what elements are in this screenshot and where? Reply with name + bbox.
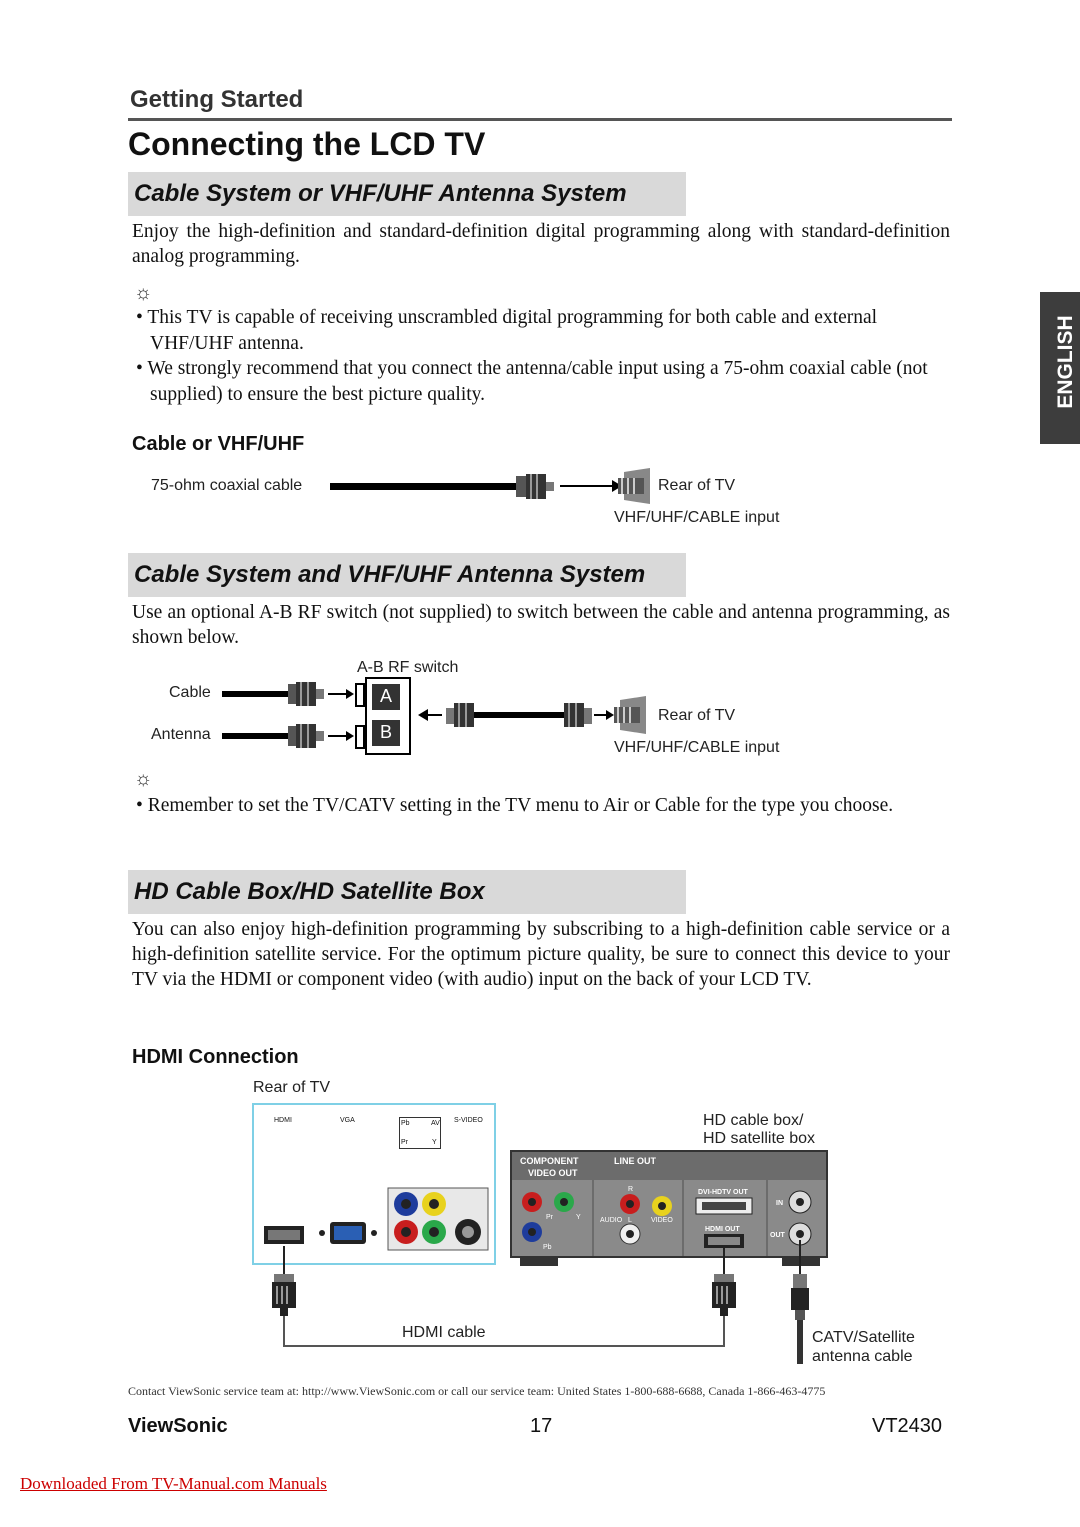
tv-port-pr-label: Pr: [401, 1139, 408, 1146]
section3-intro: You can also enjoy high-definition programming by subscribing to a high-definition cable service or a high-definition satellite service. For the optimum picture quality, be sure to connect this device to your TV via the HDMI or component video (with audio) input on the back of your LCD TV.: [132, 919, 950, 990]
coax-plug-icon: [791, 1274, 809, 1364]
rca-yellow-icon: [422, 1192, 446, 1216]
footer-brand: ViewSonic: [128, 1415, 228, 1437]
section1-subheading: Cable or VHF/UHF: [132, 433, 305, 455]
tip-sun-icon-2: ☼: [134, 768, 153, 790]
tv-port-pb-label: Pb: [401, 1120, 410, 1127]
hdmi-cable-label: HDMI cable: [402, 1324, 486, 1341]
section1-bullet-2: • We strongly recommend that you connect the antenna/cable input using a 75-ohm coaxial cable (not supplied) to ensure the best picture quality.: [136, 358, 928, 405]
box-label-1: HD cable box/: [703, 1112, 804, 1129]
box-pr-label: Pr: [546, 1214, 553, 1221]
rca-blue-icon: [394, 1192, 418, 1216]
section1-bullet-1: • This TV is capable of receiving unscrambled digital programming for both cable and external VHF/UHF antenna.: [136, 307, 878, 354]
coax-connector-icon: [516, 474, 554, 499]
model-number: VT2430: [872, 1415, 943, 1437]
switch-port-a: A: [379, 686, 392, 706]
switch-port-b: B: [379, 722, 392, 742]
box-out-label: OUT: [770, 1232, 785, 1239]
tv-input-jack-icon: [614, 696, 646, 734]
box-dvi-label: DVI-HDTV OUT: [698, 1189, 748, 1196]
rca-green-icon: [554, 1192, 574, 1212]
tip-sun-icon: ☼: [134, 282, 153, 304]
coax-cable-line: [330, 483, 516, 490]
language-tab-label: ENGLISH: [1054, 315, 1077, 409]
arrow-right-icon: [560, 480, 622, 492]
dvi-port-icon: [696, 1198, 752, 1214]
section3-subheading: HDMI Connection: [132, 1046, 299, 1068]
box-video-label: VIDEO: [651, 1217, 673, 1224]
box-in-label: IN: [776, 1200, 783, 1207]
section2-bullet-1: • Remember to set the TV/CATV setting in the TV menu to Air or Cable for the type you choose.: [136, 795, 894, 816]
vhf-input-label-2: VHF/UHF/CABLE input: [614, 739, 780, 756]
language-tab[interactable]: [1040, 292, 1080, 444]
section1-intro: Enjoy the high-definition and standard-definition digital programming along with standard-definition analog programming.: [132, 221, 950, 267]
page-number: 17: [530, 1415, 553, 1437]
download-link[interactable]: Downloaded From TV-Manual.com Manuals: [20, 1474, 327, 1493]
coax-connector-icon: [288, 682, 324, 706]
box-hdmi-out-label: HDMI OUT: [705, 1226, 740, 1233]
box-video-out-label: VIDEO OUT: [528, 1168, 578, 1178]
rear-of-tv-label-2: Rear of TV: [658, 707, 736, 724]
hdmi-cable-graphic: [262, 1234, 822, 1368]
antenna-label: Antenna: [151, 726, 211, 743]
tv-input-jack-icon: [618, 468, 650, 504]
tv-port-vga-label: VGA: [340, 1117, 355, 1124]
section2-heading: Cable System and VHF/UHF Antenna System: [134, 561, 646, 588]
rca-red-icon: [522, 1192, 542, 1212]
section-label: Getting Started: [130, 86, 304, 113]
box-r-label: R: [628, 1186, 634, 1193]
tv-port-hdmi-label: HDMI: [274, 1117, 292, 1124]
box-y-label: Y: [576, 1214, 581, 1221]
box-line-out-label: LINE OUT: [614, 1156, 656, 1166]
coax-connector-icon: [564, 703, 592, 727]
rear-of-tv-label: Rear of TV: [658, 477, 736, 494]
antenna-cable-label-2: antenna cable: [812, 1348, 913, 1365]
box-component-label: COMPONENT: [520, 1156, 579, 1166]
section3-heading: HD Cable Box/HD Satellite Box: [134, 878, 485, 905]
box-audio-label: AUDIO: [600, 1217, 623, 1224]
hdmi-plug-icon: [272, 1274, 296, 1316]
ab-switch-diagram: [222, 676, 662, 760]
cable-label: Cable: [169, 684, 211, 701]
section1-heading: Cable System or VHF/UHF Antenna System: [134, 180, 627, 207]
tv-port-y-label: Y: [432, 1139, 437, 1146]
box-label-2: HD satellite box: [703, 1130, 816, 1147]
antenna-cable-label-1: CATV/Satellite: [812, 1329, 915, 1346]
rca-yellow-icon: [652, 1196, 672, 1216]
hdmi-plug-icon: [712, 1274, 736, 1316]
box-l-label: L: [628, 1217, 632, 1224]
coax-cable-label: 75-ohm coaxial cable: [151, 477, 303, 494]
coax-cable-diagram: [328, 468, 658, 506]
vhf-input-label: VHF/UHF/CABLE input: [614, 509, 780, 526]
hdmi-rear-of-tv-label: Rear of TV: [253, 1079, 331, 1096]
tv-port-svideo-label: S-VIDEO: [454, 1117, 483, 1124]
page-title: Connecting the LCD TV: [128, 126, 486, 162]
footer-contact: Contact ViewSonic service team at: http://www.ViewSonic.com or call our service team: United States 1-800-688-6688, Canada 1-866-463-4775: [128, 1384, 826, 1398]
coax-connector-icon: [446, 703, 474, 727]
tv-port-av-label: AV: [431, 1120, 440, 1127]
rf-in-jack-icon: [789, 1191, 811, 1213]
section2-intro: Use an optional A-B RF switch (not supplied) to switch between the cable and antenna programming, as shown below.: [132, 602, 950, 648]
box-pb-label: Pb: [543, 1244, 552, 1251]
ab-switch-label: A-B RF switch: [357, 659, 459, 676]
rca-red-icon: [620, 1194, 640, 1214]
coax-connector-icon: [288, 724, 324, 748]
header-rule: [128, 118, 952, 121]
